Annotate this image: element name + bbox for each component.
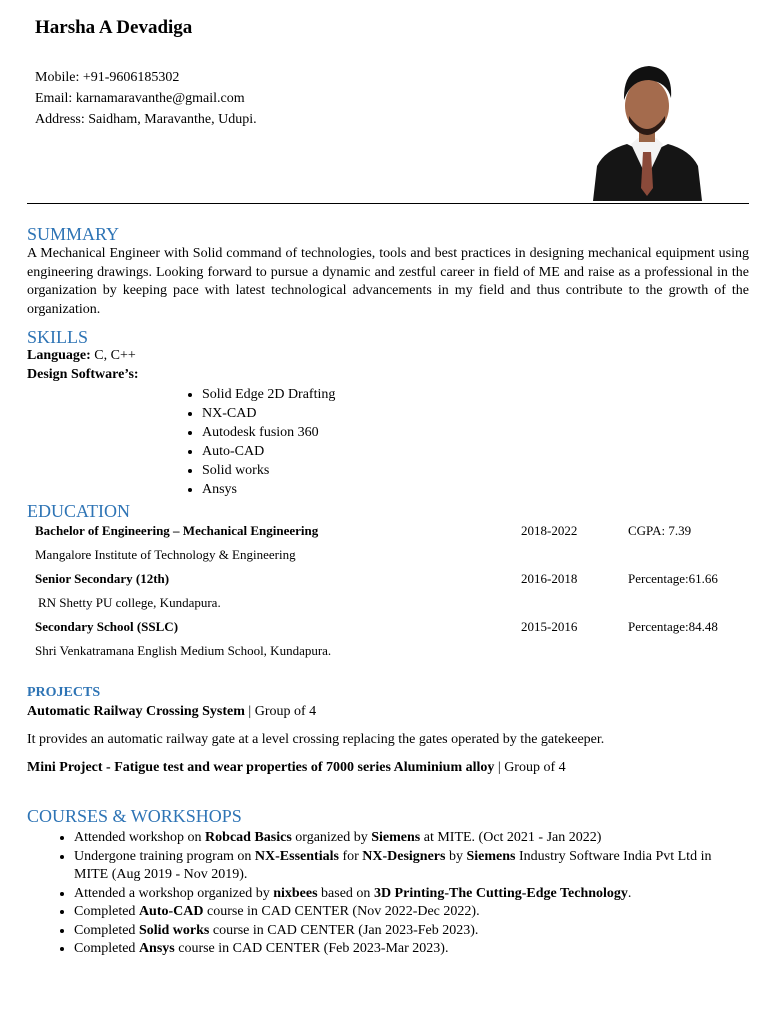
skills-heading: SKILLS	[27, 327, 89, 347]
course-text: course in CAD CENTER (Feb 2023-Mar 2023).	[174, 941, 449, 956]
course-text: course in CAD CENTER (Jan 2023-Feb 2023).	[209, 922, 479, 938]
course-highlight: 3D Printing-The Cutting-Edge Technology	[373, 885, 628, 901]
course-text: based on	[317, 885, 374, 901]
course-item	[74, 940, 749, 959]
project-1-description: It provides an automatic railway gate at a level crossing replacing the gates operated by the gatekeeper.	[27, 732, 605, 747]
course-text: Completed	[74, 904, 139, 919]
course-text: Undergone training program on	[74, 848, 255, 864]
project-1-group: | Group of 4	[244, 704, 317, 719]
design-software-label: Design Software’s:	[27, 367, 139, 382]
edu-years: 2015-2016	[521, 619, 578, 634]
course-text: .	[627, 885, 632, 901]
language-label: Language:	[27, 348, 91, 363]
course-highlight: Robcad Basics	[205, 830, 292, 845]
course-highlight: Siemens	[371, 830, 421, 845]
course-text: Completed	[74, 922, 139, 938]
course-text: course in CAD CENTER (Nov 2022-Dec 2022).	[203, 904, 480, 919]
edu-score: CGPA: 7.39	[628, 523, 692, 538]
project-1	[27, 704, 316, 720]
course-text: Attended a workshop organized by	[74, 885, 274, 901]
course-text: Attended workshop on	[74, 830, 206, 845]
course-text: Completed	[74, 941, 139, 956]
course-text: by	[445, 848, 467, 864]
course-text: Industry Software India Pvt Ltd in MITE (Aug 2019 - Nov 2019).	[74, 848, 712, 882]
course-highlight: nixbees	[273, 885, 318, 901]
design-software-list	[178, 385, 335, 499]
header-divider	[27, 203, 749, 204]
language-value: C, C++	[90, 348, 136, 363]
language-line	[27, 348, 136, 364]
skill-item: • Solid works	[202, 461, 335, 480]
project-2-group: | Group of 4	[494, 760, 566, 775]
edu-institution: Shri Venkatramana English Medium School, Kundapura.	[35, 643, 332, 658]
skill-item: • Solid Edge 2D Drafting	[202, 385, 335, 404]
mobile-line: Mobile: +91-9606185302	[35, 70, 180, 85]
address-line: Address: Saidham, Maravanthe, Udupi.	[35, 112, 257, 127]
projects-heading: PROJECTS	[27, 685, 101, 700]
course-item	[74, 885, 749, 904]
edu-years: 2016-2018	[521, 571, 578, 586]
project-2-title: Mini Project - Fatigue test and wear properties of 7000 series Aluminium alloy	[27, 760, 495, 775]
edu-years: 2018-2022	[521, 523, 578, 538]
course-highlight: NX-Essentials	[254, 848, 339, 864]
edu-title: Secondary School (SSLC)	[35, 619, 179, 634]
edu-title: Bachelor of Engineering – Mechanical Engineering	[35, 523, 319, 538]
course-highlight: Auto-CAD	[138, 904, 204, 919]
summary-heading: SUMMARY	[27, 224, 120, 244]
course-item	[74, 922, 749, 941]
course-item	[74, 848, 749, 885]
courses-list	[27, 829, 749, 959]
course-text: at MITE. (Oct 2021 - Jan 2022)	[420, 830, 602, 845]
course-text: for	[338, 848, 363, 864]
skill-item: • NX-CAD	[202, 404, 335, 423]
skill-item: • Auto-CAD	[202, 442, 335, 461]
course-highlight: Ansys	[138, 941, 175, 956]
edu-title: Senior Secondary (12th)	[35, 571, 170, 586]
edu-institution: Mangalore Institute of Technology & Engineering	[35, 547, 296, 562]
course-highlight: Siemens	[466, 848, 516, 864]
resume-name: Harsha A Devadiga	[35, 17, 193, 38]
project-2	[27, 760, 566, 776]
course-item	[74, 829, 749, 848]
edu-institution: RN Shetty PU college, Kundapura.	[38, 595, 221, 610]
edu-score: Percentage:61.66	[628, 571, 718, 586]
courses-heading: COURSES & WORKSHOPS	[27, 806, 242, 826]
profile-photo	[587, 58, 708, 201]
course-text: organized by	[291, 830, 372, 845]
education-heading: EDUCATION	[27, 501, 130, 521]
project-1-title: Automatic Railway Crossing System	[27, 704, 245, 719]
skill-item: • Autodesk fusion 360	[202, 423, 335, 442]
course-item	[74, 903, 749, 922]
course-highlight: NX-Designers	[362, 848, 446, 864]
email-line: Email: karnamaravanthe@gmail.com	[35, 91, 245, 106]
skill-item: • Ansys	[202, 480, 335, 499]
course-highlight: Solid works	[138, 922, 210, 938]
summary-text: A Mechanical Engineer with Solid command of technologies, tools and best practices in designing mechanical equipment using engineering drawings. Looking forward to pursue a dynamic and zestful career in field of ME and raise as a professional in the organization by keeping pace with latest technological advancements in my field and thus contribute to the growth of the organization.	[27, 246, 749, 317]
edu-score: Percentage:84.48	[628, 619, 718, 634]
